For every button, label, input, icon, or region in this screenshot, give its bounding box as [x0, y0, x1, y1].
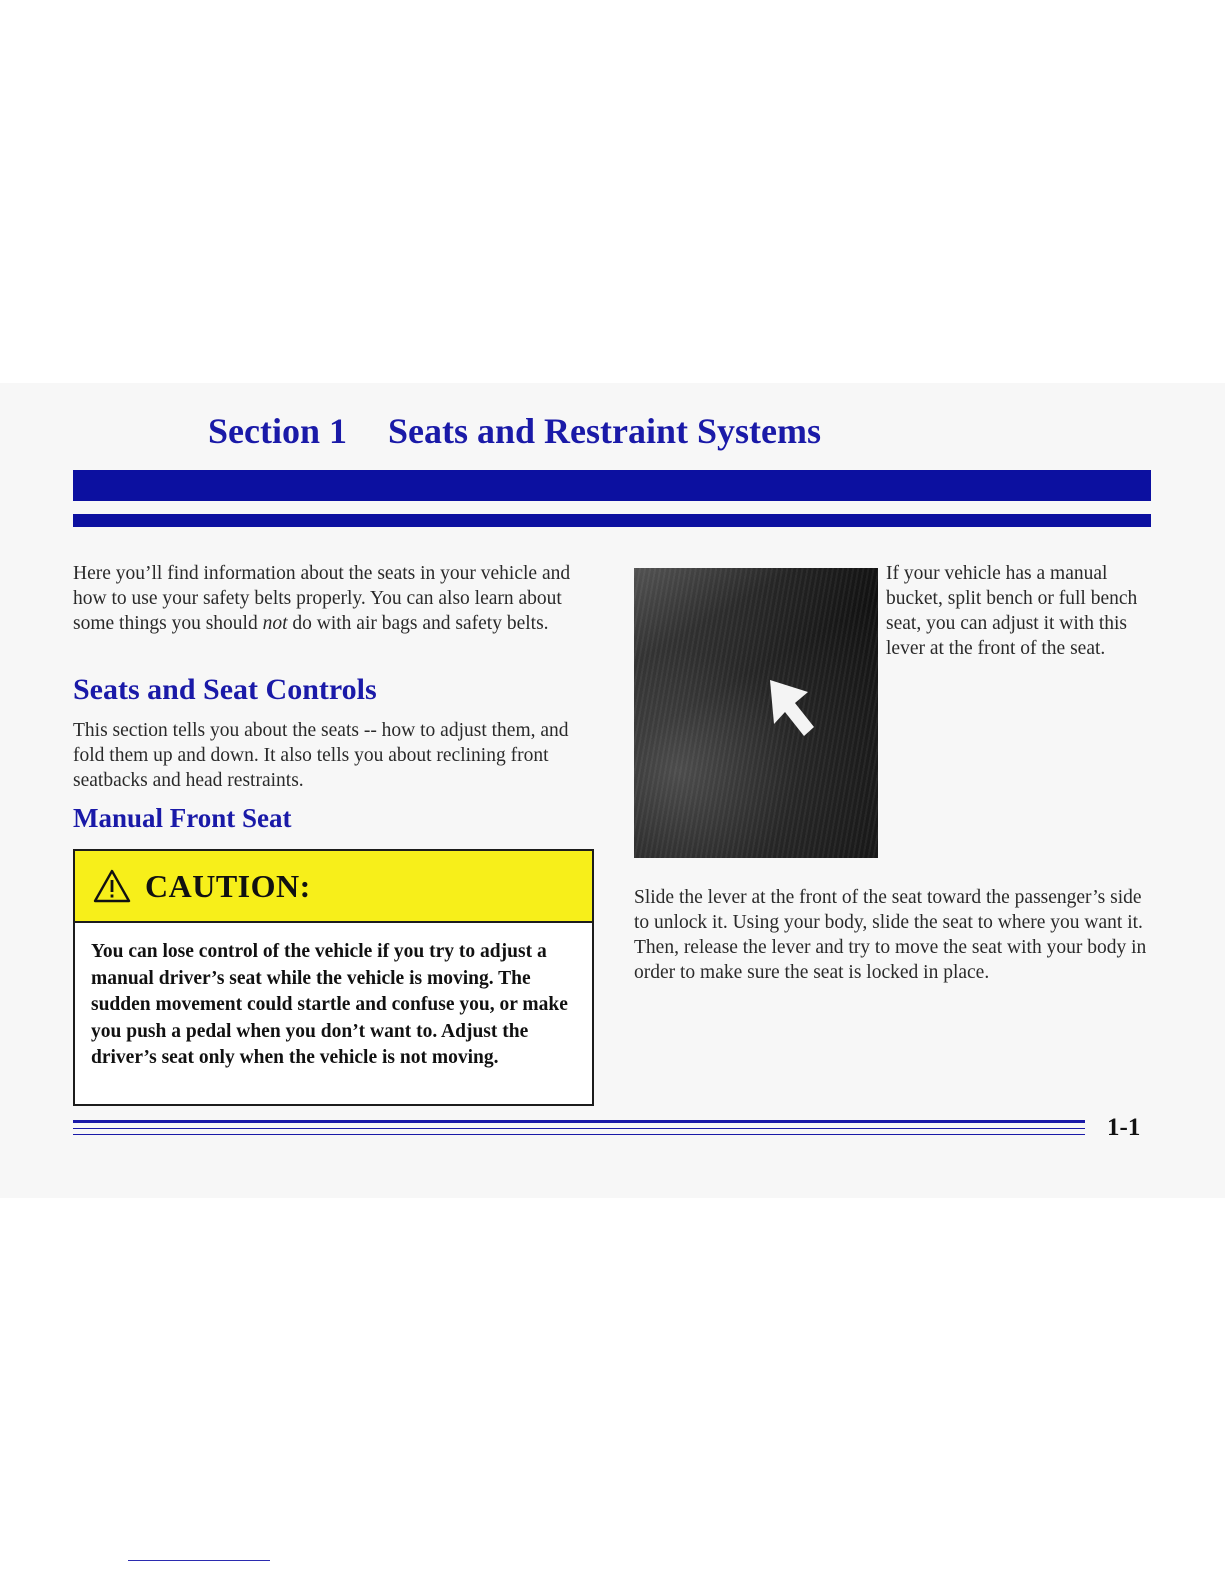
caution-box [73, 849, 594, 1106]
header-bar-thin [73, 514, 1151, 527]
seat-lever-photo [634, 568, 878, 858]
section-title: Seats and Restraint Systems [388, 411, 822, 451]
footer-rule-thin [73, 1128, 1085, 1129]
caution-label: CAUTION: [145, 867, 311, 904]
page-number: 1-1 [1107, 1114, 1141, 1141]
footer-rule-thin [73, 1134, 1085, 1135]
caution-text: You can lose control of the vehicle if you try to adjust a manual driver’s seat while the vehicle is moving. The sudden movement could startle and confuse you, or make you push a pedal when you don’t want to. Adjust the driver’s seat only when the vehicle is not moving. [91, 941, 568, 1068]
section-heading [208, 410, 821, 452]
footer-link-underline [128, 1560, 270, 1561]
photo-caption: If your vehicle has a manual bucket, split bench or full bench seat, you can adjust it with this lever at the front of the seat. [886, 563, 1138, 659]
warning-triangle-icon [93, 869, 131, 903]
seats-controls-paragraph: This section tells you about the seats -- how to adjust them, and fold them up and down. It also tells you about reclining front seatbacks and head restraints. [73, 720, 569, 791]
seat-adjust-paragraph: Slide the lever at the front of the seat toward the passenger’s side to unlock it. Using your body, slide the seat to where you want it. Then, release the lever and try to move the seat with your body in order to make sure the seat is locked in place. [634, 887, 1147, 983]
section-number: Section 1 [208, 411, 347, 451]
caution-header [75, 851, 592, 923]
header-bar-thick [73, 470, 1151, 501]
intro-emphasis: not [262, 613, 288, 634]
footer-rule [73, 1120, 1085, 1123]
arrow-icon [770, 680, 820, 750]
intro-paragraph: Here you’ll find information about the seats in your vehicle and how to use your safety belts properly. You can also learn about some things you should not do with air bags and safety belts. [73, 563, 571, 634]
seats-controls-heading: Seats and Seat Controls [73, 673, 377, 706]
manual-front-seat-heading: Manual Front Seat [73, 803, 292, 833]
